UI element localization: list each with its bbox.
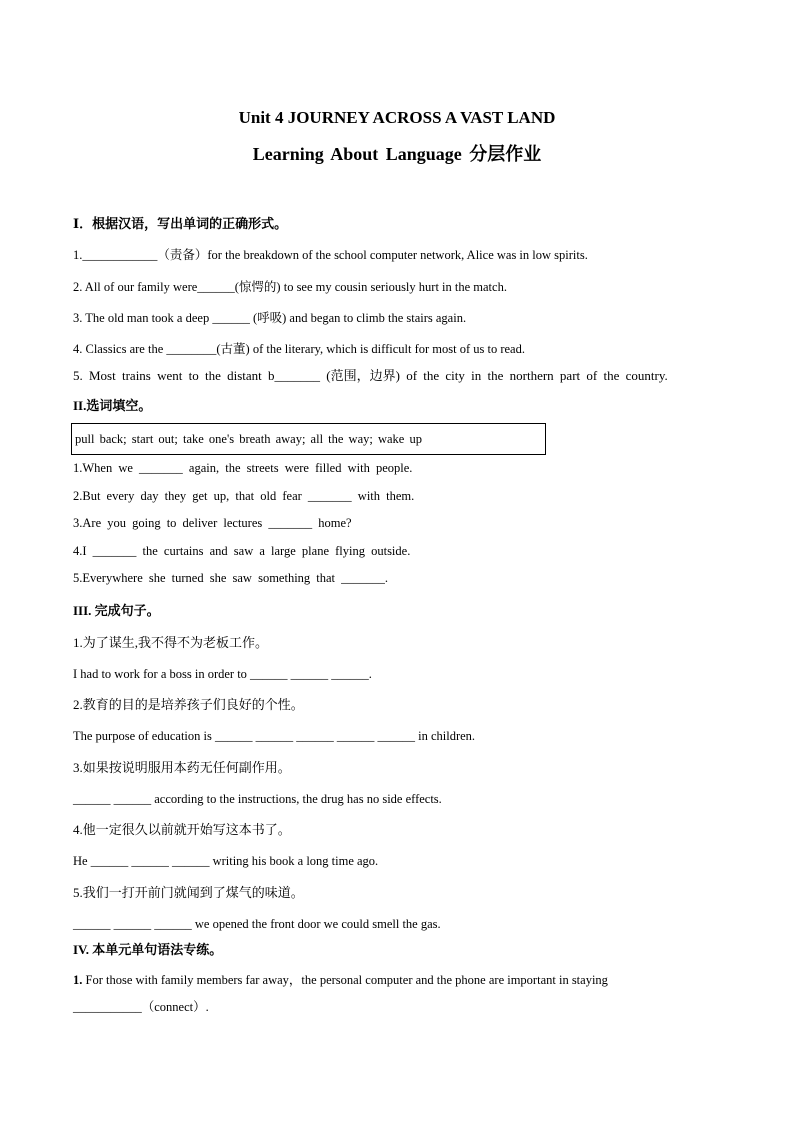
section-3-item-1-en: I had to work for a boss in order to ______ ______ ______. <box>73 667 372 681</box>
section-3-item-2-en: The purpose of education is ______ ______ ______ ______ ______ in children. <box>73 729 476 743</box>
section-3-item-4-en: He ______ ______ ______ writing his book a long time ago. <box>73 854 379 868</box>
section-4-item-1-line-1 <box>73 972 608 988</box>
section-4-item-1-text: For those with family members far away，the personal computer and the phone are important in staying <box>82 973 608 987</box>
section-3-item-5-cn: 5.我们一打开前门就闻到了煤气的味道。 <box>73 885 304 900</box>
section-3-item-5-en: ______ ______ ______ we opened the front door we could smell the gas. <box>73 917 441 931</box>
word-bank-box <box>71 423 546 455</box>
section-3-item-3-en: ______ ______ according to the instructions, the drug has no side effects. <box>73 792 442 806</box>
section-1-item-5: 5. Most trains went to the distant b_______ (范围，边界) of the city in the northern part of the country. <box>73 368 668 383</box>
section-3-item-3-cn: 3.如果按说明服用本药无任何副作用。 <box>73 760 291 775</box>
section-4-item-1-line-2: ___________（connect）. <box>73 1000 209 1014</box>
section-3-item-1-cn: 1.为了谋生,我不得不为老板工作。 <box>73 635 269 650</box>
section-1-item-4: 4. Classics are the ________(古董) of the literary, which is difficult for most of us to read. <box>73 342 525 356</box>
section-3-heading: III. 完成句子。 <box>73 603 160 618</box>
section-2-heading: II.选词填空。 <box>73 398 152 413</box>
section-4-item-1-number: 1. <box>73 973 83 987</box>
section-4-heading: IV. 本单元单句语法专练。 <box>73 942 223 957</box>
section-1-item-1: 1.____________（责备）for the breakdown of the school computer network, Alice was in low spirits. <box>73 248 588 262</box>
section-1-item-3: 3. The old man took a deep ______ (呼吸) and began to climb the stairs again. <box>73 311 467 325</box>
word-bank-text: pull back; start out; take one's breath away; all the way; wake up <box>75 432 422 446</box>
section-2-item-3: 3.Are you going to deliver lectures _______ home? <box>73 516 352 530</box>
section-2-item-4: 4.I _______ the curtains and saw a large plane flying outside. <box>73 544 411 558</box>
section-2-item-5: 5.Everywhere she turned she saw something that _______. <box>73 571 389 585</box>
section-3-item-4-cn: 4.他一定很久以前就开始写这本书了。 <box>73 822 291 837</box>
document-title: Unit 4 JOURNEY ACROSS A VAST LAND <box>238 108 556 127</box>
section-2-item-1: 1.When we _______ again, the streets were filled with people. <box>73 461 413 475</box>
document-subtitle: Learning About Language 分层作业 <box>252 144 542 164</box>
section-3-item-2-cn: 2.教育的目的是培养孩子们良好的个性。 <box>73 697 304 712</box>
section-1-item-2: 2. All of our family were______(惊愕的) to see my cousin seriously hurt in the match. <box>73 280 507 294</box>
section-2-item-2: 2.But every day they get up, that old fear _______ with them. <box>73 489 415 503</box>
section-1-heading: Ⅰ．根据汉语，写出单词的正确形式。 <box>73 216 288 231</box>
